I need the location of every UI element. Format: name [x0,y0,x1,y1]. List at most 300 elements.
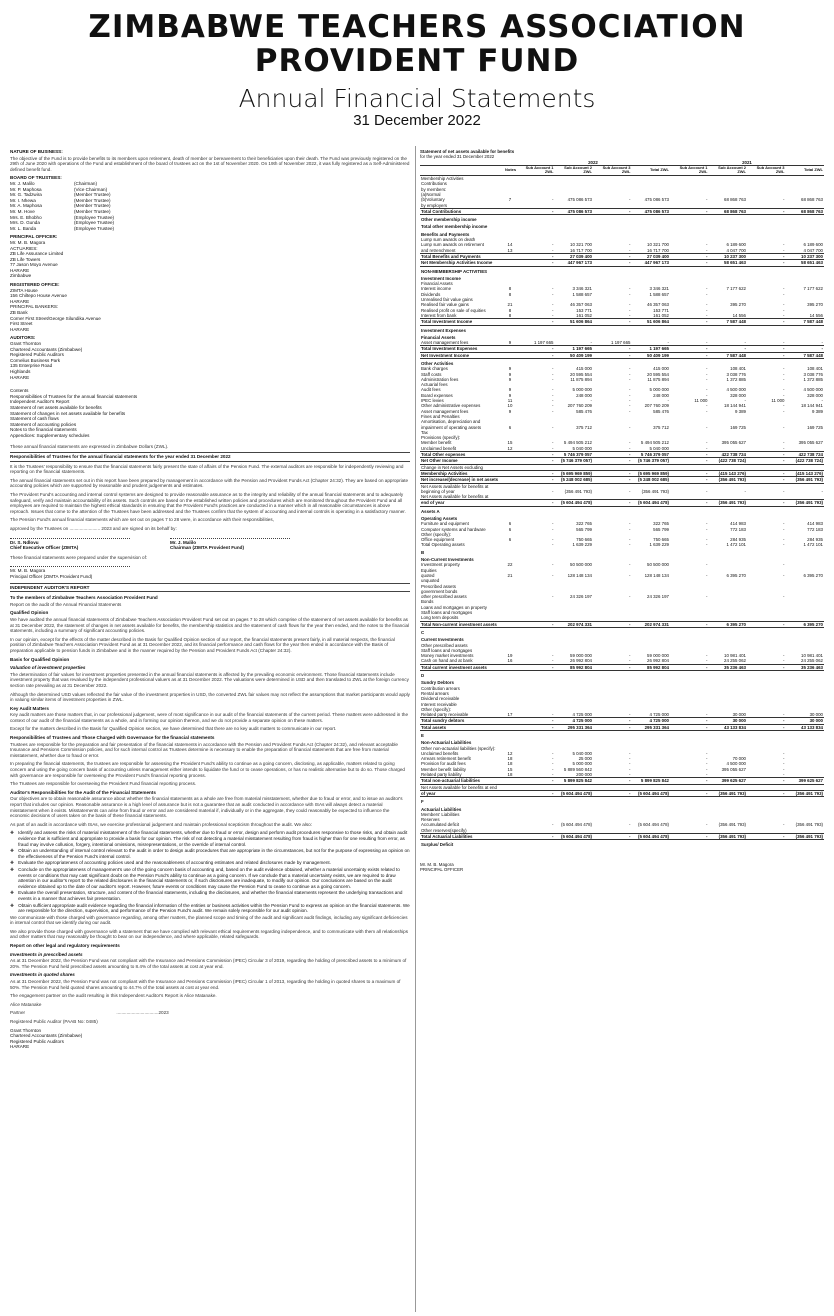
row-note [504,678,516,685]
contents-item: Statement of accounting policies [10,421,77,427]
bullet-icon: ❖ [10,866,15,872]
row-value: - [629,376,631,382]
row-value: - [706,440,708,446]
row-label: Asset management fees [421,340,469,346]
row-value: 1 588 657 [649,291,669,297]
row-label: Total Investment Income [420,319,504,325]
row-value [593,730,632,738]
row-value: - [706,772,708,778]
row-value: 447 967 173 [632,260,671,266]
row-label: B [421,549,425,555]
qo-title: Qualified Opinion [10,610,49,616]
row-label: Interest from bank [421,312,457,318]
statement-row [420,627,824,635]
row-value: 10 321 700 [647,242,669,248]
statement-row [420,230,824,237]
row-label: by members: [421,186,447,192]
row-value [670,506,709,514]
row-value: - [747,346,786,352]
row-value: - [783,286,785,292]
row-value: 295 331 364 [632,724,671,730]
row-value: - [706,761,708,767]
row-value: - [706,572,708,578]
auditor-bullet [10,890,410,901]
row-value: - [670,834,709,840]
row-value: - [629,291,631,297]
row-value: 50 500 000 [647,562,669,568]
row-value: 4 500 000 [803,387,823,393]
row-value: 51 606 864 [632,319,671,325]
row-value: - [593,778,632,784]
row-label: Money market investments [421,653,474,659]
row-value: - [552,302,554,308]
row-value: 375 712 [653,424,669,430]
row-value: - [629,302,631,308]
row-value [709,678,748,685]
row-value: 10 237 300 [709,253,748,259]
row-label: Actuarial fees [421,382,448,388]
row-value: - [747,458,786,464]
statement-row [420,215,824,223]
row-value: - [552,750,554,756]
row-value [747,797,786,805]
row-label: quoted [421,572,435,578]
year-2021-header: 2021 [670,160,824,166]
row-value [747,215,786,223]
statement-row [420,333,824,340]
row-value [747,358,786,366]
row-note: 18 [507,772,513,778]
row-value [709,230,748,237]
row-value [747,555,786,562]
row-value: (356 491 793) [795,822,823,828]
ro-line: Corner First Street/George Silundika Avenue [10,315,101,321]
row-value: 7 587 448 [786,319,825,325]
row-value: 6 395 270 [803,572,823,578]
row-value: - [516,352,555,358]
contents-item: Statement of cash flows [10,416,59,422]
row-value: 4 047 700 [803,247,823,253]
row-value [632,738,671,745]
auditor-line: Grant Thornton [10,341,42,346]
row-value: - [516,664,555,670]
row-value [516,325,555,333]
statement-row [420,678,824,685]
row-value: 475 086 573 [644,197,669,203]
row-label: C [421,629,425,635]
row-value: 9 389 [812,408,823,414]
resp-paragraph: approved by the Trustees on ........................ 2023 and are signed on its behalf by: [10,526,177,532]
row-label: and retrenchment [421,247,456,253]
row-value [555,730,594,738]
statement-row [420,222,824,229]
row-value [786,627,825,635]
row-value [593,797,632,805]
statement-row [420,738,824,745]
row-note: 6 [508,424,512,430]
row-value: - [552,376,554,382]
po-line: ZB Life Assurance Limited [10,251,64,257]
row-value [747,730,786,738]
row-note: 8 [508,291,512,297]
row-value: 1 197 665 [610,340,631,346]
iar-to: To the members of Zimbabwe Teachers Association Provident Fund [10,595,158,601]
row-value: 18 144 941 [724,403,746,409]
row-label: Surplus/ Deficit [421,842,454,848]
row-value: - [593,260,632,266]
row-value [555,325,594,333]
row-label: end of year [420,500,504,506]
row-value [709,738,748,745]
row-value: - [670,253,709,259]
row-value [670,678,709,685]
row-value: - [629,247,631,253]
row-note [504,230,516,237]
row-value: - [706,366,708,372]
row-note [504,738,516,745]
row-value [670,548,709,555]
row-value: 1 372 885 [803,376,823,382]
row-value: - [552,291,554,297]
row-note: 9 [508,408,512,414]
board-member-name: Mrs. D. Gunda [10,220,40,226]
row-value: - [590,398,592,404]
row-value: 16 717 700 [570,247,592,253]
kam-text-2: Except for the matters described in the Basis for Qualified Opinion section, we have determined that there are no key audit matters to communicate in our report. [10,726,337,732]
row-value [516,333,555,340]
row-value: - [706,542,708,548]
row-value: - [706,521,708,527]
row-label: Realised profit on sale of equities [421,307,486,313]
row-value [709,548,748,555]
row-value [555,514,594,521]
row-value: 585 476 [576,408,592,414]
board-member-name: Mr. J. Malilo [10,180,35,186]
row-value [632,506,671,514]
row-value [709,274,748,281]
row-value: 772 183 [807,526,823,532]
comm-text-2: We also provide those charged with governance with a statement that we have complied with relevant ethical requirements regarding independence, and to communicate with them all relationships and other matters that may reasonably be thought to bear on our independence, and where applicable, related safeguards. [10,928,409,940]
notes-header: Notes [504,165,516,175]
row-value: - [783,247,785,253]
row-value: - [516,790,555,796]
row-value: - [552,772,554,778]
row-value [555,333,594,340]
row-value: - [783,653,785,659]
row-value [709,222,748,229]
row-label: Other non-actuarial liabilities (specify): [421,745,496,751]
column-header: Sub Account 1 ZWL [516,165,555,175]
row-value: 1 197 665 [555,346,594,352]
statement-row [420,325,824,333]
row-value: - [783,291,785,297]
row-value: 475 086 573 [555,208,594,214]
row-value: 1 639 229 [649,542,669,548]
ro-title: REGISTERED OFFICE: [10,282,60,288]
row-label: Accumulated deficit [421,822,460,828]
row-value: 30 000 [709,718,748,724]
row-value [786,805,825,812]
iqs-text: As at 31 December 2022, the Pension Fund was not compliant with the Insurance and Pensions Commission (IPEC) Circular 1 of 2013, regarding the holding in quoted shares to a maximum of 50%. The Pension Fund held quoted shares amounting to 44.7% of the total assets at cost at year end. [10,979,401,990]
row-value: - [593,346,632,352]
partner-date: .................................2023 [116,1010,169,1016]
row-label: government bonds [421,588,458,594]
row-label: Related party liability [421,772,462,778]
row-value [632,805,671,812]
row-value [709,797,748,805]
row-label: Audit fees [421,387,441,393]
row-value: (5 248 002 685) [632,477,671,483]
row-value: 43 133 834 [786,724,825,730]
row-value: 35 236 463 [786,664,825,670]
row-value: - [744,488,746,494]
row-value [516,266,555,274]
column-divider [415,146,416,1312]
row-label: Contributions [421,181,447,187]
row-value: - [706,371,708,377]
row-value: - [706,712,708,718]
row-value [555,358,594,366]
row-note [504,266,516,274]
row-value [593,627,632,635]
row-value: 447 967 173 [555,260,594,266]
row-label: Reserves [421,817,440,823]
row-value [555,266,594,274]
partner-label: Partner [10,1010,26,1016]
po-title: PRINCIPAL OFFICER: [10,234,58,240]
sig3-name: Mr. M. B. Magora [10,568,46,574]
row-note [504,506,516,514]
footer-role: PRINCIPAL OFFICER [420,866,464,872]
row-value [670,555,709,562]
row-value: 5 746 379 057 [555,452,594,458]
row-value: (356 491 793) [641,488,669,494]
row-value: - [629,653,631,659]
row-value [709,325,748,333]
auditor-bullet [10,867,410,889]
row-value [786,215,825,223]
row-label: Related party receivable [421,712,469,718]
row-note: 16 [507,658,513,664]
row-note [504,548,516,555]
row-value: - [629,542,631,548]
row-value: 5 040 000 [572,750,592,756]
row-value [632,548,671,555]
row-value: 59 000 000 [570,653,592,659]
row-value: - [629,312,631,318]
row-value: (5 695 969 859) [555,470,594,476]
row-value [555,635,594,642]
row-label: Total other membership income [421,224,488,230]
row-value: 128 148 134 [567,572,592,578]
row-label: Net Membership Activities Income [420,260,504,266]
rt-text-2: In preparing the financial statements, the trustees are responsible for assessing the Provident Fund's ability to continue as a going concern, disclosing, as applicable, matters related to going concern and using the going concern basis of accounting unless management either intends to liquidate the fund or to cease operations, or has no realistic alternative but to do so. Those charged with governance are responsible for overseeing the Provident Fund's financial reporting process. [10,761,405,778]
row-value: 108 401 [807,366,823,372]
row-value: 46 357 063 [647,302,669,308]
row-value: 10 237 300 [786,253,825,259]
statement-row [420,671,824,679]
row-label: Total sundry debtors [420,718,504,724]
row-value: - [516,834,555,840]
column-header: Sub Account 1 ZWL [670,165,709,175]
bullet-text: Evaluate the overall presentation, structure, and content of the financial statements, including the disclosures, and whether the financial statements represent the underlying transactions and events in a manner that achieves fair presentation. [18,890,403,901]
row-value [709,730,748,738]
row-value: - [783,542,785,548]
row-value: - [783,424,785,430]
row-value [516,797,555,805]
row-value: 18 144 941 [801,403,823,409]
ro-line: 156 Chiltepo House Avenue [10,293,67,299]
row-value [747,506,786,514]
row-value: (5 695 969 859) [632,470,671,476]
row-value: (422 738 724) [709,458,748,464]
board-member [10,226,410,232]
row-value: 161 052 [576,312,592,318]
po-line: ZB Life Towers [10,256,41,262]
row-value: 50 409 199 [632,352,671,358]
row-value: 68 868 763 [801,197,823,203]
row-value: - [670,500,709,506]
row-value: - [670,458,709,464]
row-value [555,230,594,237]
row-value [516,230,555,237]
row-value [593,671,632,679]
row-value: (5 604 494 478) [632,500,671,506]
board-member-role: (Employee Trustee) [74,214,115,220]
row-value: (5 604 494 478) [632,790,671,796]
contents-list [10,388,410,438]
comm-text: We communicate with those charged with governance regarding, among other matters, the planned scope and timing of the audit and significant audit findings, including any significant deficiencies in internal control that we identify during our audit. [10,914,408,926]
row-value: - [821,398,823,404]
row-value: - [593,452,632,458]
row-value: - [706,658,708,664]
row-value: 200 000 [576,772,592,778]
row-label: Operating Assets [421,516,458,521]
row-value [555,274,594,281]
bullet-icon: ❖ [10,860,15,866]
aud-lines [10,341,410,380]
row-label: Long term deposits [421,615,459,621]
row-value: 169 725 [807,424,823,430]
row-value: 27 039 400 [632,253,671,259]
row-value [747,671,786,679]
row-value [516,627,555,635]
row-label: Total assets [420,724,504,730]
row-note [504,627,516,635]
row-value: 750 665 [653,537,669,543]
contents-item: Statement of changes in net assets available for benefits [10,410,126,416]
row-value: - [706,526,708,532]
row-value: - [629,756,631,762]
row-value: 395 270 [730,302,746,308]
row-value: - [747,500,786,506]
prep-note: These financial statements were prepared under the supervision of: [10,554,148,560]
row-label: Net Assets available for benefits at end [421,784,497,790]
row-value: 395 055 627 [721,440,746,446]
row-label: Benefits and Payments [421,231,470,237]
row-value [632,215,671,223]
row-label: Member benefit liability [421,766,466,772]
row-value: 85 992 804 [632,664,671,670]
row-value: 3 346 321 [649,286,669,292]
auditor-line: Cornelius Business Park [10,357,61,363]
row-value: 25 000 [578,756,592,762]
right-column [420,146,824,1312]
statement-row [420,555,824,562]
row-value [786,274,825,281]
row-note [504,358,516,366]
row-value: - [667,398,669,404]
row-value: (415 143 276) [786,470,825,476]
row-value [786,671,825,679]
row-value: - [821,340,823,346]
row-value: - [821,488,823,494]
row-value: 750 665 [576,537,592,543]
row-note [504,805,516,812]
row-label: D [421,673,425,679]
row-value: - [516,253,555,259]
gt-line: Registered Public Auditors [10,1038,64,1044]
auditor-line: Highlands [10,368,31,374]
row-value: - [783,371,785,377]
sig1-role: Chief Executive Officer (ZIMTA) [10,545,79,551]
row-value: 6 395 270 [726,572,746,578]
rpa-line: Registered Public Auditor (PAAB No: 0485) [10,1019,98,1024]
row-label: Total Investment Expenses [420,346,504,352]
row-value: - [747,208,786,214]
row-label: Lump sum awards on death [421,237,476,243]
rt-text: Trustees are responsible for the preparation and fair presentation of the financial statements in accordance with the Pension and Provident Funds Act (Chapter 24:32), and relevant acceptable Insurance and Pensions Commission policies, and for such internal control as Trustees determine is necessary to enable the preparation of financial statements that are free from material misstatement, whether due to fraud or error. [10,741,398,758]
row-value: 284 935 [730,537,746,543]
row-value: 30 000 [786,718,825,724]
row-value: 7 177 622 [726,286,746,292]
row-value: 10 321 700 [570,242,592,248]
row-value: - [706,756,708,762]
row-value [632,797,671,805]
board-member-role: (Member Trustee) [74,208,111,214]
row-value [670,738,709,745]
row-value: 4 500 000 [726,761,746,767]
aud-title: AUDITORS: [10,335,36,341]
row-value: - [783,387,785,393]
row-value: - [783,772,785,778]
row-label: Tax [421,429,428,435]
row-value: 565 799 [576,526,592,532]
row-value [670,730,709,738]
row-label: Asset management fees [421,408,469,414]
row-label: Staff loans and mortgages [421,610,473,616]
row-value [632,514,671,521]
row-value: - [706,562,708,568]
row-label: Total non-actuarial liabilities [420,778,504,784]
rt-title: Responsibilities of Trustees and Those Charged with Governance for the financial statements [10,735,215,741]
sig2-role: Chairman (ZIMTA Provident Fund) [170,545,245,551]
title-line-1: ZIMBABWE TEACHERS ASSOCIATION [88,9,746,45]
row-value: - [783,440,785,446]
row-note: 17 [507,712,513,718]
row-value: (356 491 793) [709,790,748,796]
row-value: 14 556 [809,312,823,318]
row-value: 7 177 622 [803,286,823,292]
row-label: Other reserves(specify) [421,827,467,833]
row-value: - [783,750,785,756]
row-value: - [593,664,632,670]
ro-lines [10,288,410,333]
row-value: 24 326 197 [647,594,669,600]
row-value: - [593,718,632,724]
row-value: 4 725 000 [649,712,669,718]
board-member-role: (Chairman) [74,180,97,186]
